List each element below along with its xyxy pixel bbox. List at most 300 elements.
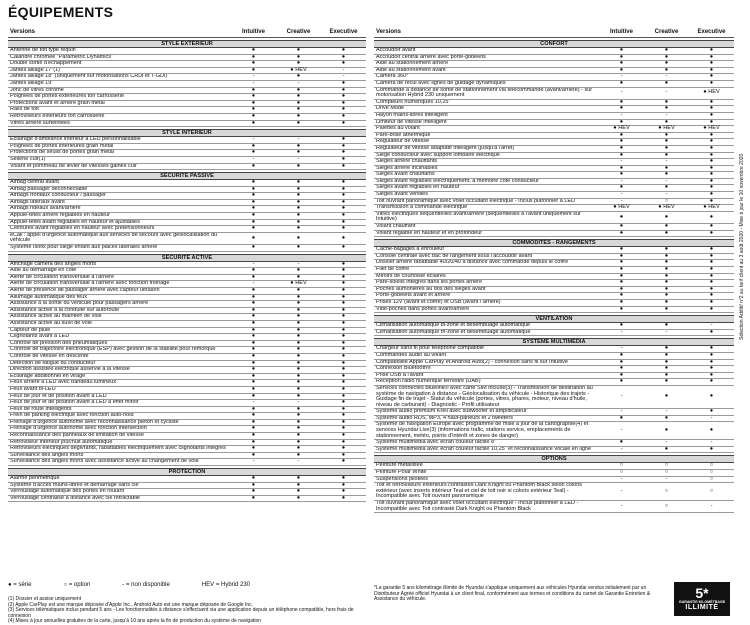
row-label: Prises 12V (avant et coffre) et USB (avant / arrière) (376, 299, 501, 305)
row-label: Toit ouvrant panoramique avec volet occultant électrique - Inclus plafonnier à LED (376, 198, 576, 204)
executive-value: ● (709, 177, 714, 184)
intuitive-value: ● (251, 162, 256, 169)
table-row (8, 301, 366, 308)
creative-value: ● (664, 252, 669, 259)
row-label: Connexion Bluetooth® (376, 366, 432, 372)
table-row (374, 353, 734, 360)
executive-value: ● (709, 345, 714, 352)
intuitive-value: ● (251, 425, 256, 432)
row-label: Sièges arrière chauffants (376, 159, 438, 165)
executive-value: ● (341, 142, 346, 149)
intuitive-value: ● (619, 229, 624, 236)
executive-value: ● (341, 432, 346, 439)
intuitive-value: ● (619, 298, 624, 305)
creative-value: ● (664, 60, 669, 67)
creative-value: - (297, 458, 300, 465)
intuitive-value: - (252, 260, 255, 267)
intuitive-value: - (620, 177, 623, 184)
row-label: Console centrale avec bac de rangement sous l'accoudoir avant (376, 253, 533, 259)
executive-value: ● (341, 366, 346, 373)
creative-value: ○ (664, 462, 669, 469)
intuitive-value: ● (251, 106, 256, 113)
intuitive-value: ● (251, 438, 256, 445)
executive-value: ● (341, 155, 346, 162)
executive-value: ● (341, 293, 346, 300)
executive-value: ● (341, 53, 346, 60)
intuitive-value: - (620, 475, 623, 482)
table-row (8, 74, 366, 81)
table-row (8, 81, 366, 88)
table-row (8, 413, 366, 420)
intuitive-value: ● (251, 494, 256, 501)
executive-value: ● (341, 47, 346, 53)
intuitive-value: ● (251, 205, 256, 212)
row-label: Drive Mode (376, 106, 405, 112)
table-row (8, 288, 366, 295)
table-row (8, 426, 366, 433)
row-label: Compatibilité Apple CarPlay et Android Auto(2) - connexion sans fil sur Intuitive (376, 359, 568, 365)
warranty-logo (674, 582, 730, 616)
executive-value: ● (341, 218, 346, 225)
row-label: Feux arrière à LED avec bandeau lumineux (10, 380, 117, 386)
executive-value: ● (341, 379, 346, 386)
table-row (8, 334, 366, 341)
table-row (374, 260, 734, 267)
intuitive-header: Intuitive (241, 28, 265, 35)
creative-value: ● (296, 319, 301, 326)
table-row (8, 489, 366, 496)
legend-hev: HEV = Hybrid 230 (201, 582, 251, 588)
intuitive-value: ● (251, 300, 256, 307)
row-label: Freinage d'urgence autonome avec reconnaissance piéton et cycliste (10, 419, 179, 425)
table-row (8, 483, 366, 490)
table-row (8, 321, 366, 328)
creative-value: ● (664, 351, 669, 358)
executive-value: ● (709, 408, 714, 415)
executive-value: ● (341, 326, 346, 333)
creative-value: ● HEV (658, 204, 675, 211)
intuitive-value: ● (251, 93, 256, 100)
intuitive-value: ● (251, 267, 256, 274)
creative-value: ● (664, 98, 669, 105)
logo-caption: GARANTIE KILOMÉTRAGE (678, 600, 726, 604)
executive-value: ● (341, 346, 346, 353)
executive-value: ● (341, 339, 346, 346)
executive-value: - (710, 414, 713, 421)
table-row (374, 185, 734, 192)
section-header: STYLE INTÉRIEUR (8, 129, 366, 137)
row-label: Vide-poches dans portes avant/arrière (376, 306, 470, 312)
table-row (374, 48, 734, 55)
creative-value: ● (664, 151, 669, 158)
creative-value: ● (296, 93, 301, 100)
table-row (8, 68, 366, 75)
creative-value: ● (296, 313, 301, 320)
table-row (8, 48, 366, 55)
row-label: Palettes au volant (376, 126, 420, 132)
table-row (374, 68, 734, 75)
table-row (8, 440, 366, 447)
row-label: Vitres électriques séquentielles avant/arrière (séquentielles à l'avant uniquement sur Intuitive) (376, 211, 581, 223)
creative-value: ● (296, 392, 301, 399)
creative-value: ● (664, 229, 669, 236)
executive-value: ● (709, 60, 714, 67)
table-row (8, 347, 366, 354)
row-label: Poches aumônières au dos des sièges avant (376, 286, 486, 292)
left-table-body (8, 40, 366, 502)
executive-value: ● (341, 392, 346, 399)
table-row (374, 386, 734, 409)
section-header: PROTECTION (8, 468, 366, 476)
table-row (374, 231, 734, 238)
intuitive-value: ● (619, 213, 624, 220)
intuitive-value: ● (619, 371, 624, 378)
row-label: Freinage d'urgence autonome avec fonction intersection (10, 426, 147, 432)
table-row (374, 61, 734, 68)
warranty-note: *La garantie 5 ans kilométrage illimité de Hyundai s'applique uniquement aux véhicules Hyundai vendus initialement par un Distributeur Agréé officiel Hyundai à un client final, conformément aux termes et conditions du carnet de Garantie Entretien & Assistance du véhicule. (374, 585, 651, 603)
intuitive-value: - (252, 458, 255, 465)
executive-value: ● (709, 246, 714, 253)
intuitive-value: ● (619, 98, 624, 105)
executive-value: ● (341, 149, 346, 156)
executive-value: ● (341, 106, 346, 113)
executive-value: ● (709, 358, 714, 365)
intuitive-value: ● (251, 339, 256, 346)
intuitive-value: ● (251, 234, 256, 241)
table-row (374, 247, 734, 254)
intuitive-value: ● (619, 53, 624, 60)
table-row (8, 446, 366, 453)
executive-value: ● HEV (703, 204, 720, 211)
row-label: Peinture Polar White (376, 470, 427, 476)
executive-value: ● (341, 192, 346, 199)
table-row (374, 126, 734, 133)
section-header: OPTIONS (374, 455, 734, 463)
table-row (374, 300, 734, 307)
table-row (374, 106, 734, 113)
creative-value: ● (296, 212, 301, 219)
row-label: eCall : appel d'urgence automatique aux services de secours avec géolocalisation du véhicule (10, 232, 218, 244)
row-label: Clignotants avant à LED (10, 334, 70, 340)
table-row (374, 192, 734, 199)
row-label: Protections de seuils de portes grain métal (10, 150, 114, 156)
creative-value: ● (296, 306, 301, 313)
creative-value: ● (296, 149, 301, 156)
intuitive-value: ● (619, 184, 624, 191)
intuitive-value: ● (251, 366, 256, 373)
section-header: SÉCURITÉ PASSIVE (8, 172, 366, 180)
table-row (374, 470, 734, 477)
creative-value: ● (296, 267, 301, 274)
creative-value: ● (664, 138, 669, 145)
executive-value: ● (341, 458, 346, 465)
row-label: Surveillance des angles morts (10, 452, 84, 458)
table-row (374, 477, 734, 484)
table-row (374, 100, 734, 107)
intuitive-value: ● (251, 66, 256, 73)
row-label: Vitres arrière surteintées (10, 120, 70, 126)
row-label: Système multimédia avec écran couleur tactile 10,25" et reconnaissance vocale en ligne (376, 446, 592, 452)
row-label: Filet de coffre (376, 267, 410, 272)
executive-value: ● (341, 313, 346, 320)
executive-value: ● (341, 405, 346, 412)
creative-value: ● (664, 171, 669, 178)
creative-value: ● (664, 305, 669, 312)
intuitive-value: ● (251, 273, 256, 280)
intuitive-value: ● (251, 451, 256, 458)
creative-value: ● (664, 378, 669, 385)
row-label: Poignées de portes extérieures ton carrosserie (10, 94, 125, 100)
row-label: Rétroviseur intérieur jour/nuit automatique (10, 439, 113, 445)
row-label: Accoudoir avant (376, 48, 416, 53)
executive-value: ● (341, 399, 346, 406)
executive-value: ● (709, 98, 714, 105)
executive-header: Executive (697, 28, 726, 35)
executive-value: ● (341, 273, 346, 280)
intuitive-value: ○ (619, 469, 624, 476)
intuitive-value: ● (619, 305, 624, 312)
creative-value: - (665, 191, 668, 198)
table-row (8, 114, 366, 121)
row-label: Reconnaissance des panneaux de limitation de vitesse (10, 433, 144, 439)
executive-value: ● (709, 191, 714, 198)
table-row (374, 280, 734, 287)
executive-value: ● (341, 287, 346, 293)
intuitive-value: - (620, 408, 623, 415)
executive-value: ○ (709, 469, 714, 476)
table-row (8, 137, 366, 144)
creative-value: ● (664, 246, 669, 253)
intuitive-value: ● HEV (613, 125, 630, 132)
executive-value: ● (709, 229, 714, 236)
creative-value: - (297, 136, 300, 143)
row-label: Peinture métallisée (376, 463, 423, 469)
table-row (8, 308, 366, 315)
executive-value: ● (341, 280, 346, 287)
creative-value: ● HEV (658, 125, 675, 132)
versions-header: Versions (376, 28, 402, 35)
executive-value: ● (709, 151, 714, 158)
creative-value: ● (296, 60, 301, 67)
right-equipment-table (374, 26, 734, 513)
creative-value: ● (664, 105, 669, 112)
row-label: Direction assistée électrique asservie à la vitesse (10, 367, 130, 373)
footnotes (8, 597, 366, 625)
executive-value: ● (709, 118, 714, 125)
table-row (374, 373, 734, 380)
intuitive-value: ● (619, 351, 624, 358)
table-row (8, 476, 366, 483)
intuitive-value: ● (251, 293, 256, 300)
creative-value: ● (296, 425, 301, 432)
row-label: Services connectés Bluelink® avec carte SIM incluse(3) - Transmission de destination au système de navigation à distance - Géolocalisation du véhicule - Historique des trajets - Guidage fin de trajet - Statut du véhicule (portes, vitres, phares, moteur, niveau d'huile, niveau de carburant) - Diagnostic - Profil utilisateur (376, 385, 593, 408)
table-row (8, 295, 366, 302)
creative-value: ● (296, 359, 301, 366)
legend (8, 582, 250, 588)
executive-value: ● (709, 138, 714, 145)
row-label: Régulateur de vitesse (376, 139, 430, 145)
row-label: Assistance active au maintien de voie (10, 314, 102, 320)
intuitive-value: ● (619, 279, 624, 286)
row-label: Contrôle de vitesse en descente (10, 353, 89, 359)
executive-value: ● (709, 305, 714, 312)
row-label: Airbag central avant (10, 180, 59, 186)
executive-value: ● (709, 351, 714, 358)
intuitive-value: ● (619, 439, 624, 446)
executive-value: ● (341, 451, 346, 458)
executive-value: ● (709, 445, 714, 452)
table-row (8, 213, 366, 220)
creative-value: - (297, 79, 300, 86)
row-label: Commandes audio au volant (376, 352, 447, 358)
creative-value: ● (296, 412, 301, 419)
executive-value: - (710, 322, 713, 329)
table-row (374, 254, 734, 261)
row-label: Antenne de toit type requin (10, 48, 76, 53)
table-row (8, 157, 366, 164)
executive-value: ● (341, 244, 346, 251)
intuitive-value: ● (251, 47, 256, 53)
table-row (374, 166, 734, 173)
table-row (374, 199, 734, 206)
row-label: Airbags frontaux conducteur / passager (10, 193, 107, 199)
page-title: ÉQUIPEMENTS (8, 4, 114, 20)
creative-value: ● (664, 414, 669, 421)
footnote: (4) Mises à jour annuelles gratuites de la carte, jusqu'à 10 ans après la fin de production du système de navigation (8, 618, 262, 625)
row-label: Volant chauffant (376, 224, 416, 230)
table-row (374, 409, 734, 416)
table-row (8, 268, 366, 275)
creative-value: ● (664, 292, 669, 299)
table-row (374, 440, 734, 447)
table-row (8, 314, 366, 321)
creative-value: ● (664, 47, 669, 53)
intuitive-value: ● (251, 53, 256, 60)
intuitive-value: ● (251, 119, 256, 126)
executive-value: ● (341, 445, 346, 452)
creative-value: ● (296, 185, 301, 192)
executive-value: ● (709, 111, 714, 118)
creative-value: - (297, 260, 300, 267)
creative-value: ● (296, 198, 301, 205)
creative-value: ● (664, 393, 669, 400)
intuitive-value: ● (619, 66, 624, 73)
row-label: Protections avant et arrière grain métal (10, 100, 105, 106)
creative-value: ● (296, 445, 301, 452)
intuitive-value: ● (251, 418, 256, 425)
creative-value: ● HEV (290, 66, 307, 73)
creative-value: - (665, 158, 668, 165)
executive-value: ● (709, 371, 714, 378)
row-label: Assistance active au suivi de voie (10, 320, 92, 326)
executive-value: - (710, 439, 713, 446)
executive-value: ● (709, 393, 714, 400)
row-label: Transmission à commande électrique (376, 205, 468, 211)
table-row (8, 206, 366, 213)
row-label: Sièges avant réglables électriquement, à mémoire côté conducteur (376, 178, 539, 184)
row-label: Airbags rideaux avant/arrière (10, 206, 81, 212)
row-label: Suspensions pilotées (376, 476, 428, 482)
table-row (8, 187, 366, 194)
creative-value: ● (296, 488, 301, 495)
intuitive-value: ● (619, 378, 624, 385)
executive-value: ● (341, 112, 346, 119)
creative-value: ● (296, 142, 301, 149)
table-row (8, 88, 366, 95)
table-row (374, 224, 734, 231)
intuitive-value: ● (251, 149, 256, 156)
row-label: Surveillance des angles morts avec assistance active au changement de voie (10, 459, 199, 465)
intuitive-value: - (620, 111, 623, 118)
intuitive-value: ● (619, 118, 624, 125)
row-label: Réception radio numérique terrestre (DAB) (376, 379, 481, 385)
creative-value: ● (296, 339, 301, 346)
intuitive-value: ● HEV (613, 204, 630, 211)
intuitive-value: ● (619, 47, 624, 53)
table-row (8, 380, 366, 387)
intuitive-value: ● (251, 319, 256, 326)
row-label: Sièges arrière inclinables (376, 165, 438, 171)
section-header: SYSTÈME MULTIMÉDIA (374, 338, 734, 346)
row-label: Porte-gobelets avant et arrière (376, 293, 451, 299)
table-row (8, 367, 366, 374)
row-label: Pare-brise athermique (376, 132, 431, 138)
row-label: Prise USB à l'avant (376, 372, 424, 378)
executive-value: ● (341, 475, 346, 482)
creative-value: - (665, 111, 668, 118)
executive-value: ● (341, 319, 346, 326)
intuitive-value: ● (619, 79, 624, 86)
row-label: Feux de route intelligents (10, 406, 72, 412)
intuitive-value: ● (251, 198, 256, 205)
creative-value: - (665, 475, 668, 482)
table-row (8, 453, 366, 460)
intuitive-value: - (252, 155, 255, 162)
table-row (374, 159, 734, 166)
intuitive-value: ● (251, 352, 256, 359)
intuitive-value: ● (619, 138, 624, 145)
intuitive-value: ● (619, 365, 624, 372)
footnote: (2) Apple CarPlay est une marque déposée d'Apple Inc., Android Auto est une marque déposée de Google Inc. (8, 601, 254, 608)
intuitive-value: - (620, 197, 623, 204)
row-label: Commande à distance de sortie de stationnement via télécommande (avant/arrière) - sur motorisation Hybrid 230 uniquement (376, 87, 593, 99)
table-row (8, 361, 366, 368)
executive-value: ● (709, 285, 714, 292)
creative-value: ● (296, 481, 301, 488)
row-label: Climatisation automatique bi-zone et désembuage automatique (376, 323, 531, 329)
row-label: Assistance active à la conduite sur autoroute (10, 307, 120, 313)
table-row (8, 226, 366, 233)
row-label: Jantes alliage 19" (10, 80, 54, 86)
table-row (374, 346, 734, 353)
executive-value: ● (709, 105, 714, 112)
creative-value: ● (296, 300, 301, 307)
executive-value: ● (341, 86, 346, 93)
creative-value: ● (664, 266, 669, 272)
table-row (8, 180, 366, 187)
creative-value: ● (664, 322, 669, 329)
intuitive-value: - (252, 73, 255, 80)
table-row (374, 179, 734, 186)
executive-value: ● (341, 260, 346, 267)
intuitive-value: ○ (619, 462, 624, 469)
creative-value: ● (296, 192, 301, 199)
row-label: Système Isofix pour siège enfant aux places latérales arrière (10, 245, 158, 251)
logo-word: ILLIMITÉ (685, 604, 719, 611)
row-label: Capteur de pluie (10, 327, 51, 333)
creative-value: ● (296, 352, 301, 359)
row-label: Appuie-têtes arrière réglables en hauteur (10, 213, 110, 219)
